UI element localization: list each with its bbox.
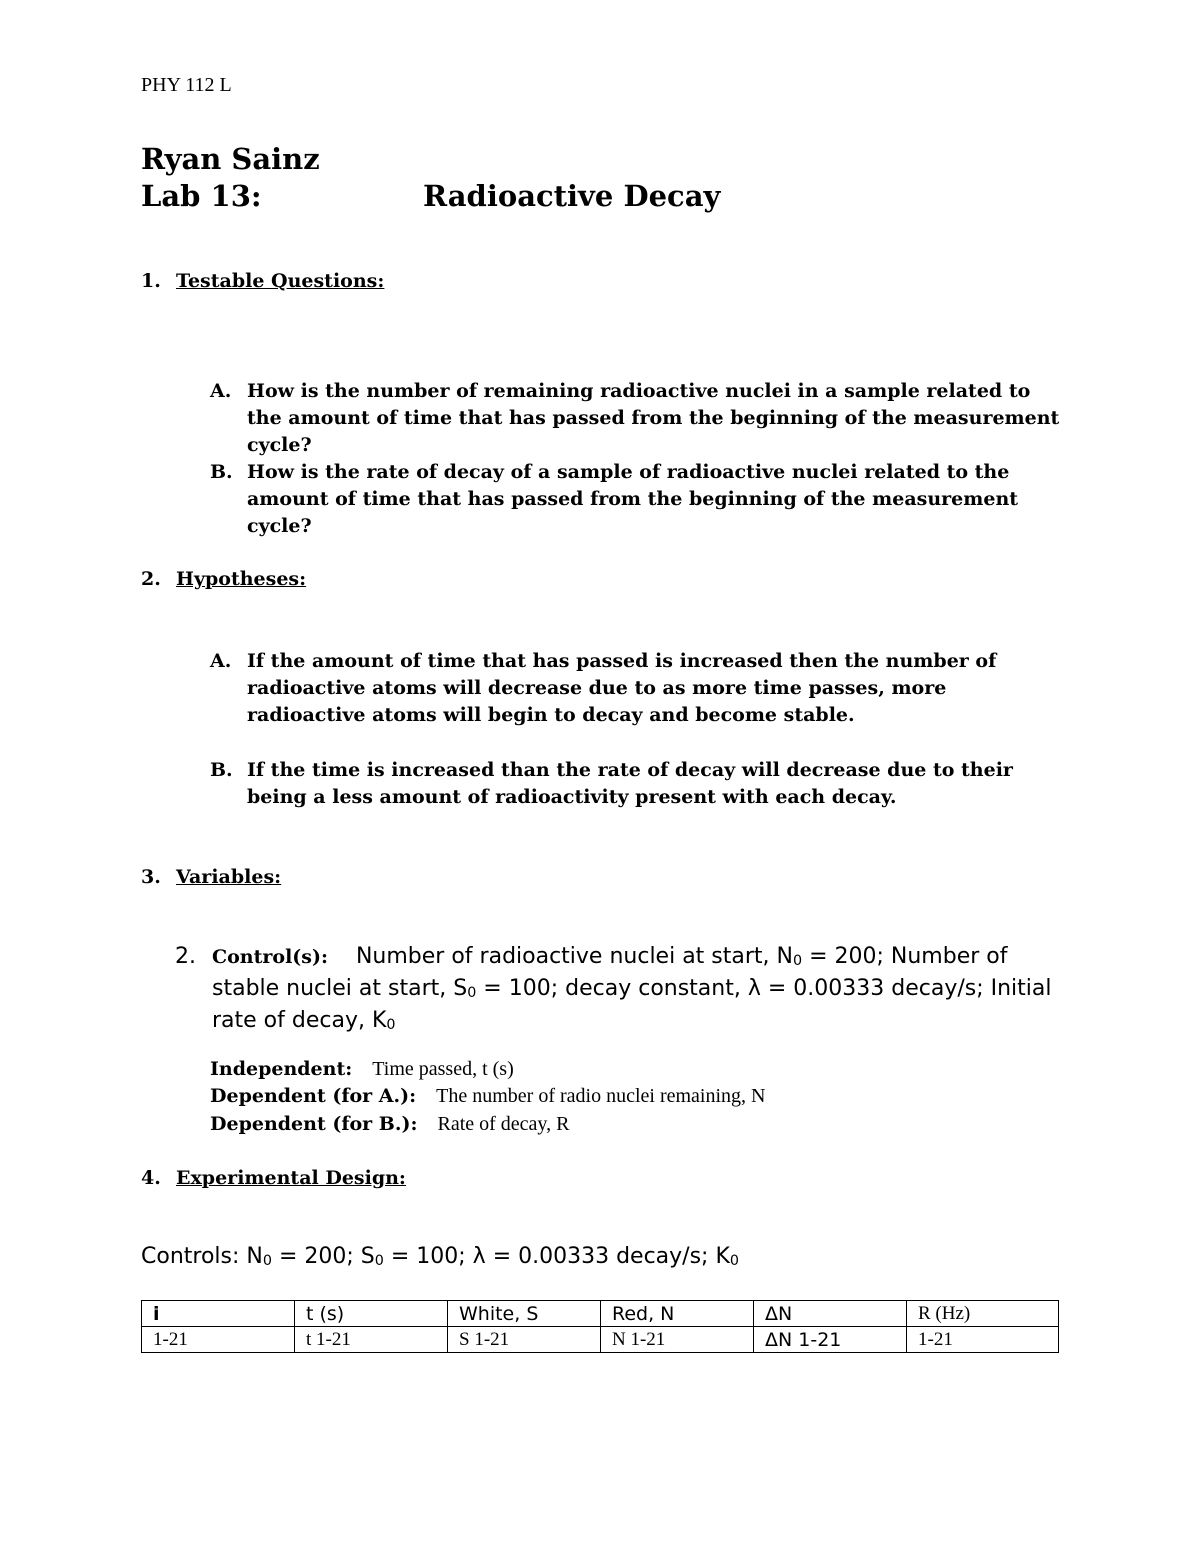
section-title: Experimental Design: [176, 1167, 406, 1189]
question-a [210, 378, 1060, 459]
dependent-variable-a [210, 1085, 766, 1108]
table-header-cell: i [142, 1301, 295, 1327]
section-title: Hypotheses: [176, 568, 307, 590]
design-controls [141, 1244, 739, 1269]
item-text: If the amount of time that has passed is increased then the number of radioactive atoms will decrease due to as more time passes, more radioactive atoms will begin to decay and become stable. [247, 650, 997, 726]
table-header-row [142, 1301, 1059, 1327]
hypothesis-a [210, 648, 1060, 729]
table-cell: S 1-21 [448, 1327, 601, 1353]
section-title: Variables: [176, 866, 282, 888]
lab-title: Radioactive Decay [423, 179, 721, 213]
section-number: 3. [141, 866, 161, 888]
section-number: 1. [141, 270, 161, 292]
course-code: PHY 112 L [141, 74, 232, 96]
variable-label: Dependent (for A.): [210, 1085, 417, 1107]
subscript: 0 [729, 1253, 739, 1270]
lab-number: Lab 13: [141, 179, 262, 213]
table-header-cell: ΔN [754, 1301, 907, 1327]
variable-value: Time passed, t (s) [372, 1058, 514, 1080]
item-label: A. [210, 650, 232, 672]
control-text: = 200; Number of stable nuclei at start, S [212, 944, 1008, 1002]
table-cell: 1-21 [142, 1327, 295, 1353]
author-name: Ryan Sainz [141, 142, 320, 176]
variable-value: Rate of decay, R [437, 1113, 570, 1135]
dependent-variable-b [210, 1113, 569, 1136]
subscript: 0 [467, 985, 477, 1002]
item-label: B. [210, 461, 233, 483]
section-number: 2. [141, 568, 161, 590]
question-b [210, 459, 1060, 540]
hypothesis-b [210, 757, 1060, 811]
subscript: 0 [374, 1253, 384, 1270]
item-text: How is the rate of decay of a sample of radioactive nuclei related to the amount of time that has passed from the beginning of the measurement cycle? [247, 461, 1019, 537]
section-number: 4. [141, 1167, 161, 1189]
control-text: = 100; decay constant, λ = 0.00333 decay/s; Initial rate of decay, K [212, 976, 1052, 1034]
independent-variable [210, 1058, 514, 1081]
section-heading-hypotheses [141, 568, 306, 590]
variable-label: Independent: [210, 1058, 353, 1080]
table-header-cell: Red, N [601, 1301, 754, 1327]
control-text: Number of radioactive nuclei at start, N [355, 944, 793, 969]
section-title: Testable Questions: [176, 270, 385, 292]
controls-text: = 100; λ = 0.00333 decay/s; K [383, 1244, 730, 1269]
data-table [141, 1300, 1059, 1353]
table-cell: t 1-21 [295, 1327, 448, 1353]
item-label: A. [210, 380, 232, 402]
subscript: 0 [262, 1253, 272, 1270]
item-label: 2. [175, 944, 196, 969]
variable-label: Dependent (for B.): [210, 1113, 418, 1135]
control-heading: Control(s): [212, 946, 328, 968]
table-header-cell: t (s) [295, 1301, 448, 1327]
section-heading-experimental-design [141, 1167, 406, 1189]
subscript: 0 [386, 1017, 396, 1034]
item-text: If the time is increased than the rate of decay will decrease due to their being a less amount of radioactivity present with each decay. [247, 759, 1013, 808]
table-header-cell: R (Hz) [907, 1301, 1059, 1327]
section-heading-testable-questions [141, 270, 384, 292]
section-heading-variables [141, 866, 281, 888]
subscript: 0 [792, 953, 803, 970]
item-text: How is the number of remaining radioactive nuclei in a sample related to the amount of time that has passed from the beginning of the measurement cycle? [247, 380, 1060, 456]
item-label: B. [210, 759, 233, 781]
controls-text: = 200; S [271, 1244, 375, 1269]
table-cell: ΔN 1-21 [754, 1327, 907, 1353]
table-cell: 1-21 [907, 1327, 1059, 1353]
table-row [142, 1327, 1059, 1353]
variable-value: The number of radio nuclei remaining, N [436, 1085, 766, 1107]
control-variables [175, 943, 1055, 1039]
table-header-cell: White, S [448, 1301, 601, 1327]
controls-text: Controls: N [141, 1244, 263, 1269]
table-cell: N 1-21 [601, 1327, 754, 1353]
